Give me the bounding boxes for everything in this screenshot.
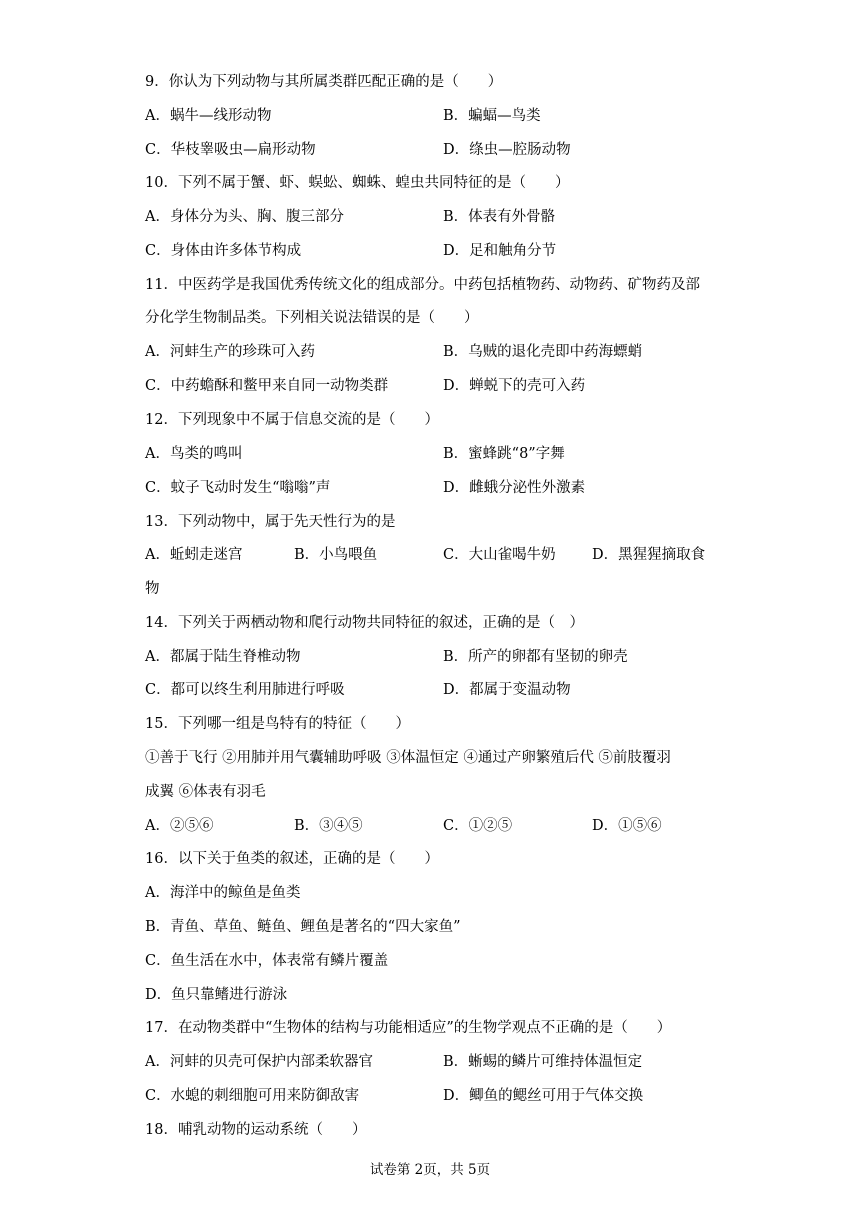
question-13-option-c: C．大山雀喝牛奶	[443, 547, 556, 563]
question-12-stem: 12．下列现象中不属于信息交流的是（ ）	[145, 412, 439, 428]
question-9-option-a: A．蜗牛—线形动物	[145, 108, 272, 124]
question-12-option-a: A．鸟类的鸣叫	[145, 446, 243, 462]
question-10-stem: 10．下列不属于蟹、虾、蜈蚣、蜘蛛、蝗虫共同特征的是（ ）	[145, 175, 570, 191]
question-9-option-d: D．绦虫—腔肠动物	[443, 142, 571, 158]
question-9-option-c: C．华枝睾吸虫—扁形动物	[145, 142, 316, 158]
question-15-option-c: C．①②⑤	[443, 818, 513, 834]
page-footer: 试卷第 2页，共 5页	[369, 1162, 491, 1178]
question-16-option-d: D．鱼只靠鳍进行游泳	[145, 987, 288, 1003]
question-12-option-d: D．雌蛾分泌性外激素	[443, 480, 586, 496]
question-17-option-a: A．河蚌的贝壳可保护内部柔软器官	[145, 1054, 373, 1070]
question-12-option-c: C．蚊子飞动时发生“嗡嗡”声	[145, 480, 331, 496]
question-11-stem-line1: 11．中医药学是我国优秀传统文化的组成部分。中药包括植物药、动物药、矿物药及部	[145, 277, 700, 293]
question-12-option-b: B．蜜蜂跳“8”字舞	[443, 446, 565, 462]
question-11-option-b: B．乌贼的退化壳即中药海螵蛸	[443, 344, 643, 360]
question-13-stem: 13．下列动物中，属于先天性行为的是	[145, 514, 396, 530]
question-9-option-b: B．蝙蝠—鸟类	[443, 108, 541, 124]
question-10-option-b: B．体表有外骨骼	[443, 209, 556, 225]
question-11-option-a: A．河蚌生产的珍珠可入药	[145, 344, 315, 360]
question-15-items-line2: 成翼 ⑥体表有羽毛	[145, 784, 266, 800]
question-13-option-a: A．蚯蚓走迷宫	[145, 547, 243, 563]
question-10-option-a: A．身体分为头、胸、腹三部分	[145, 209, 344, 225]
question-14-option-b: B．所产的卵都有坚韧的卵壳	[443, 649, 628, 665]
question-15-option-d: D．①⑤⑥	[592, 818, 662, 834]
question-17-option-d: D．鲫鱼的鳃丝可用于气体交换	[443, 1088, 644, 1104]
question-16-option-a: A．海洋中的鲸鱼是鱼类	[145, 885, 301, 901]
question-17-option-c: C．水螅的刺细胞可用来防御敌害	[145, 1088, 360, 1104]
question-11-option-c: C．中药蟾酥和鳖甲来自同一动物类群	[145, 378, 389, 394]
question-17-option-b: B．蜥蜴的鳞片可维持体温恒定	[443, 1054, 643, 1070]
question-10-option-c: C．身体由许多体节构成	[145, 243, 302, 259]
question-14-option-a: A．都属于陆生脊椎动物	[145, 649, 301, 665]
question-18-stem: 18．哺乳动物的运动系统（ ）	[145, 1122, 367, 1138]
question-16-stem: 16．以下关于鱼类的叙述，正确的是（ ）	[145, 851, 439, 867]
question-13-option-d-wrap: 物	[145, 581, 160, 597]
question-11-option-d: D．蝉蜕下的壳可入药	[443, 378, 586, 394]
question-17-stem: 17．在动物类群中“生物体的结构与功能相适应”的生物学观点不正确的是（ ）	[145, 1020, 672, 1036]
question-15-stem: 15．下列哪一组是鸟特有的特征（ ）	[145, 716, 410, 732]
question-14-option-d: D．都属于变温动物	[443, 682, 571, 698]
question-13-option-d: D．黑猩猩摘取食	[592, 547, 706, 563]
question-14-stem: 14．下列关于两栖动物和爬行动物共同特征的叙述，正确的是（ ）	[145, 615, 584, 631]
question-15-option-a: A．②⑤⑥	[145, 818, 214, 834]
question-14-option-c: C．都可以终生利用肺进行呼吸	[145, 682, 345, 698]
question-13-option-b: B．小鸟喂鱼	[294, 547, 378, 563]
question-11-stem-line2: 分化学生物制品类。下列相关说法错误的是（ ）	[145, 310, 479, 326]
question-15-items-line1: ①善于飞行 ②用肺并用气囊辅助呼吸 ③体温恒定 ④通过产卵繁殖后代 ⑤前肢覆羽	[145, 750, 671, 766]
question-15-option-b: B．③④⑤	[294, 818, 363, 834]
question-16-option-b: B．青鱼、草鱼、鲢鱼、鲤鱼是著名的“四大家鱼”	[145, 919, 461, 935]
question-10-option-d: D．足和触角分节	[443, 243, 557, 259]
question-16-option-c: C．鱼生活在水中，体表常有鳞片覆盖	[145, 953, 389, 969]
question-9-stem: 9．你认为下列动物与其所属类群匹配正确的是（ ）	[145, 74, 503, 90]
